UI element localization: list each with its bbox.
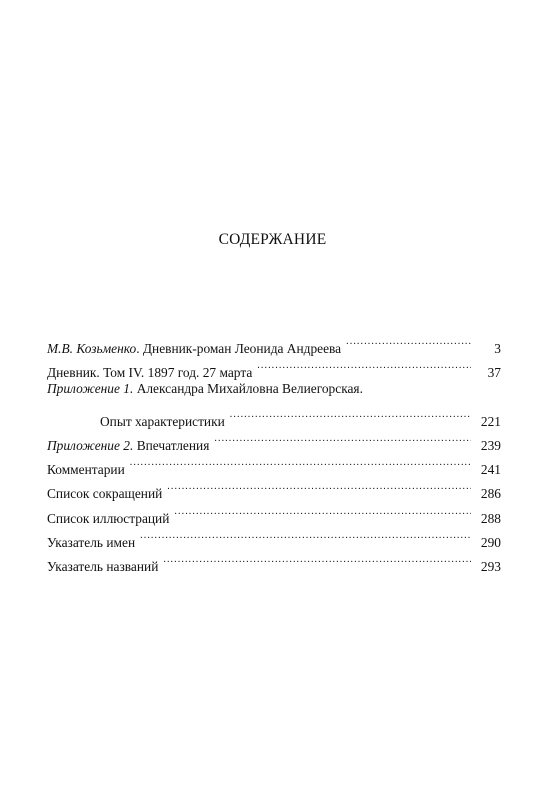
toc-entry-appendix-1-continued[interactable] bbox=[47, 402, 501, 429]
toc-entry-title: Указатель названий bbox=[47, 558, 159, 574]
toc-entry-appendix-label: Приложение 1. bbox=[47, 381, 134, 397]
dot-leader bbox=[163, 547, 471, 571]
toc-entry-title: Приложение 2. Впечатления bbox=[47, 437, 210, 453]
table-of-contents bbox=[47, 329, 501, 574]
toc-entry-title: Приложение 1. Александра Михайловна Велиегорская. bbox=[47, 381, 363, 397]
dot-leader bbox=[130, 450, 471, 474]
toc-page-number: 3 bbox=[494, 341, 501, 357]
toc-page-number: 286 bbox=[480, 486, 501, 502]
toc-page-number: 239 bbox=[480, 437, 501, 453]
dot-leader bbox=[257, 353, 471, 377]
dot-leader bbox=[230, 402, 471, 426]
dot-leader bbox=[214, 426, 471, 450]
toc-entry-diary-novel[interactable] bbox=[47, 329, 501, 357]
toc-entry-title: Дневник. Том IV. 1897 год. 27 марта bbox=[47, 365, 253, 381]
toc-page-number: 290 bbox=[480, 534, 501, 550]
toc-entry-title: М.В. Козьменко. Дневник-роман Леонида Андреева bbox=[47, 341, 342, 357]
dot-leader bbox=[174, 498, 471, 522]
toc-entry-title: Комментарии bbox=[47, 462, 125, 478]
toc-page-number: 37 bbox=[487, 365, 501, 381]
toc-page-number: 221 bbox=[480, 413, 501, 429]
dot-leader bbox=[140, 523, 471, 547]
toc-page-number: 241 bbox=[480, 462, 501, 478]
toc-entry-title: Указатель имен bbox=[47, 534, 136, 550]
dot-leader bbox=[167, 474, 471, 498]
dot-leader bbox=[346, 329, 471, 353]
contents-heading: СОДЕРЖАНИЕ bbox=[218, 231, 327, 248]
toc-entry-title: Список сокращений bbox=[47, 486, 163, 502]
toc-page-number: 288 bbox=[480, 510, 501, 526]
toc-entry-title: Опыт характеристики bbox=[100, 413, 225, 429]
toc-entry-title: Список иллюстраций bbox=[47, 510, 170, 526]
toc-page-number: 293 bbox=[480, 558, 501, 574]
toc-entry-author: М.В. Козьменко bbox=[47, 341, 137, 357]
toc-entry-appendix-1[interactable] bbox=[47, 377, 501, 401]
toc-entry-appendix-label: Приложение 2. bbox=[47, 437, 134, 453]
